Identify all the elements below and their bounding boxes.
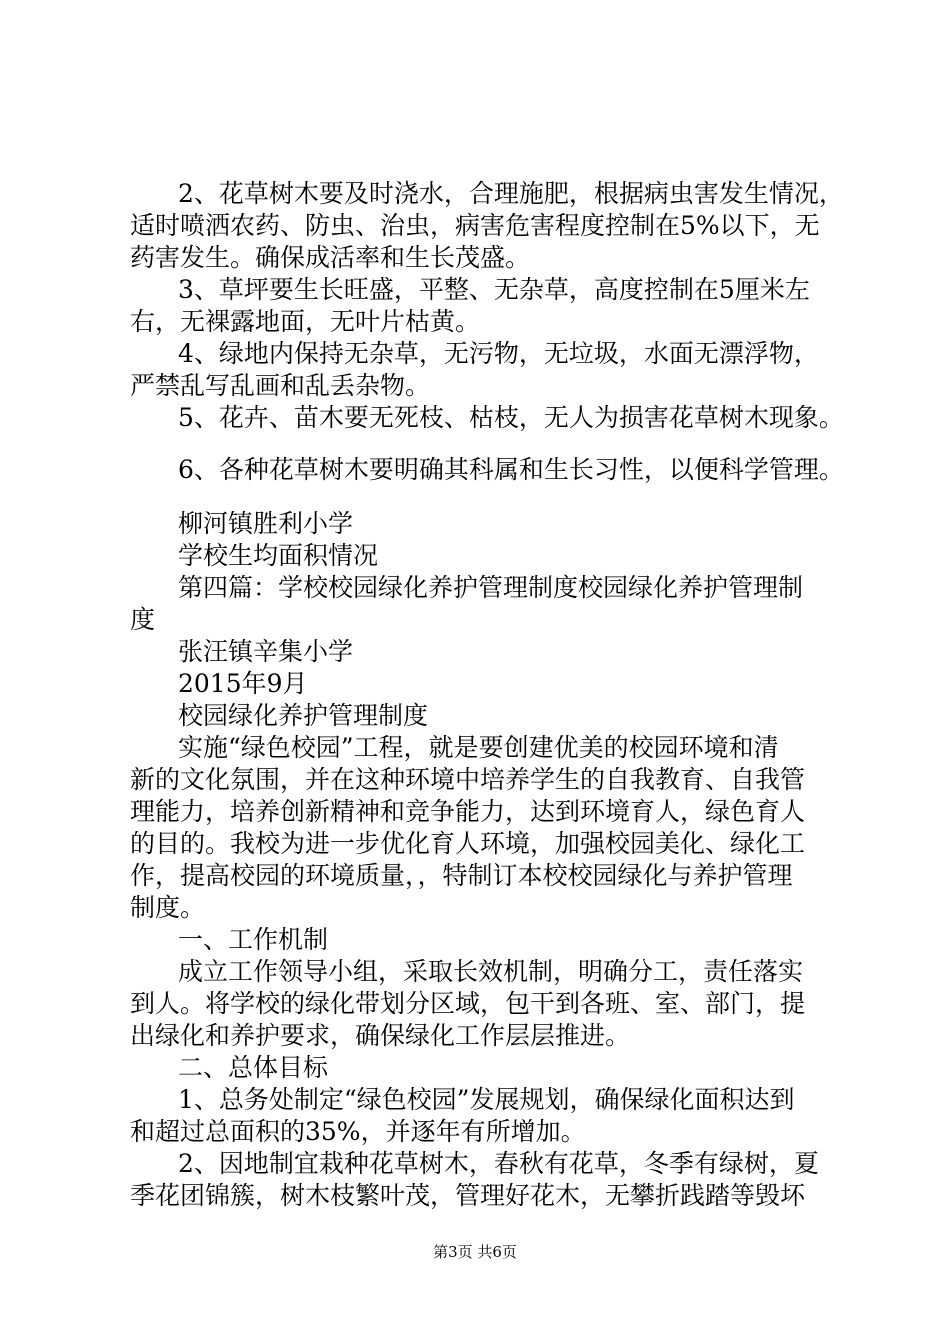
text-line: 2015年9月 bbox=[178, 669, 308, 698]
text-line: 适时喷洒农药、防虫、治虫，病害危害程度控制在5%以下，无 bbox=[130, 211, 820, 240]
section-heading: 一、工作机制 bbox=[178, 925, 329, 954]
text-line: 2、花草树木要及时浇水，合理施肥，根据病虫害发生情况， bbox=[178, 179, 844, 208]
text-line: 成立工作领导小组，采取长效机制，明确分工，责任落实 bbox=[178, 957, 804, 986]
page-number-footer: 第3页 共6页 bbox=[433, 1243, 517, 1261]
section-heading: 二、总体目标 bbox=[178, 1053, 329, 1082]
text-line: 的目的。我校为进一步优化育人环境，加强校园美化、绿化工 bbox=[130, 829, 806, 858]
text-line: 3、草坪要生长旺盛，平整、无杂草，高度控制在5厘米左 bbox=[178, 275, 810, 304]
text-line: 1、总务处制定“绿色校园”发展规划，确保绿化面积达到 bbox=[178, 1085, 795, 1114]
text-line: 度 bbox=[130, 605, 156, 634]
section-heading: 第四篇：学校校园绿化养护管理制度校园绿化养护管理制 bbox=[178, 573, 804, 602]
text-line: 严禁乱写乱画和乱丢杂物。 bbox=[130, 371, 431, 400]
text-line: 校园绿化养护管理制度 bbox=[178, 701, 429, 730]
text-line: 出绿化和养护要求，确保绿化工作层层推进。 bbox=[130, 1021, 631, 1050]
text-line: 药害发生。确保成活率和生长茂盛。 bbox=[130, 243, 531, 272]
text-line: 张汪镇辛集小学 bbox=[178, 637, 354, 666]
text-line: 柳河镇胜利小学 bbox=[178, 509, 354, 538]
text-line: 右，无裸露地面，无叶片枯黄。 bbox=[130, 307, 481, 336]
text-line: 新的文化氛围，并在这种环境中培养学生的自我教育、自我管 bbox=[130, 765, 806, 794]
text-line: 作，提高校园的环境质量，，特制订本校校园绿化与养护管理 bbox=[130, 861, 793, 890]
text-line: 学校生均面积情况 bbox=[178, 541, 379, 570]
text-line: 到人。将学校的绿化带划分区域，包干到各班、室、部门，提 bbox=[130, 989, 806, 1018]
text-line: 理能力，培养创新精神和竞争能力，达到环境育人，绿色育人 bbox=[130, 797, 806, 826]
text-line: 季花团锦簇，树木枝繁叶茂，管理好花木，无攀折践踏等毁坏 bbox=[130, 1181, 806, 1210]
text-line: 实施“绿色校园”工程，就是要创建优美的校园环境和清 bbox=[178, 733, 779, 762]
text-line: 制度。 bbox=[130, 893, 206, 922]
text-line: 2、因地制宜栽种花草树木，春秋有花草，冬季有绿树，夏 bbox=[178, 1149, 819, 1178]
text-line: 4、绿地内保持无杂草，无污物，无垃圾，水面无漂浮物， bbox=[178, 339, 819, 368]
text-line: 和超过总面积的35%，并逐年有所增加。 bbox=[130, 1117, 586, 1146]
text-line: 5、花卉、苗木要无死枝、枯枝，无人为损害花草树木现象。 bbox=[178, 403, 844, 432]
text-line: 6、各种花草树木要明确其科属和生长习性，以便科学管理。 bbox=[178, 455, 844, 484]
